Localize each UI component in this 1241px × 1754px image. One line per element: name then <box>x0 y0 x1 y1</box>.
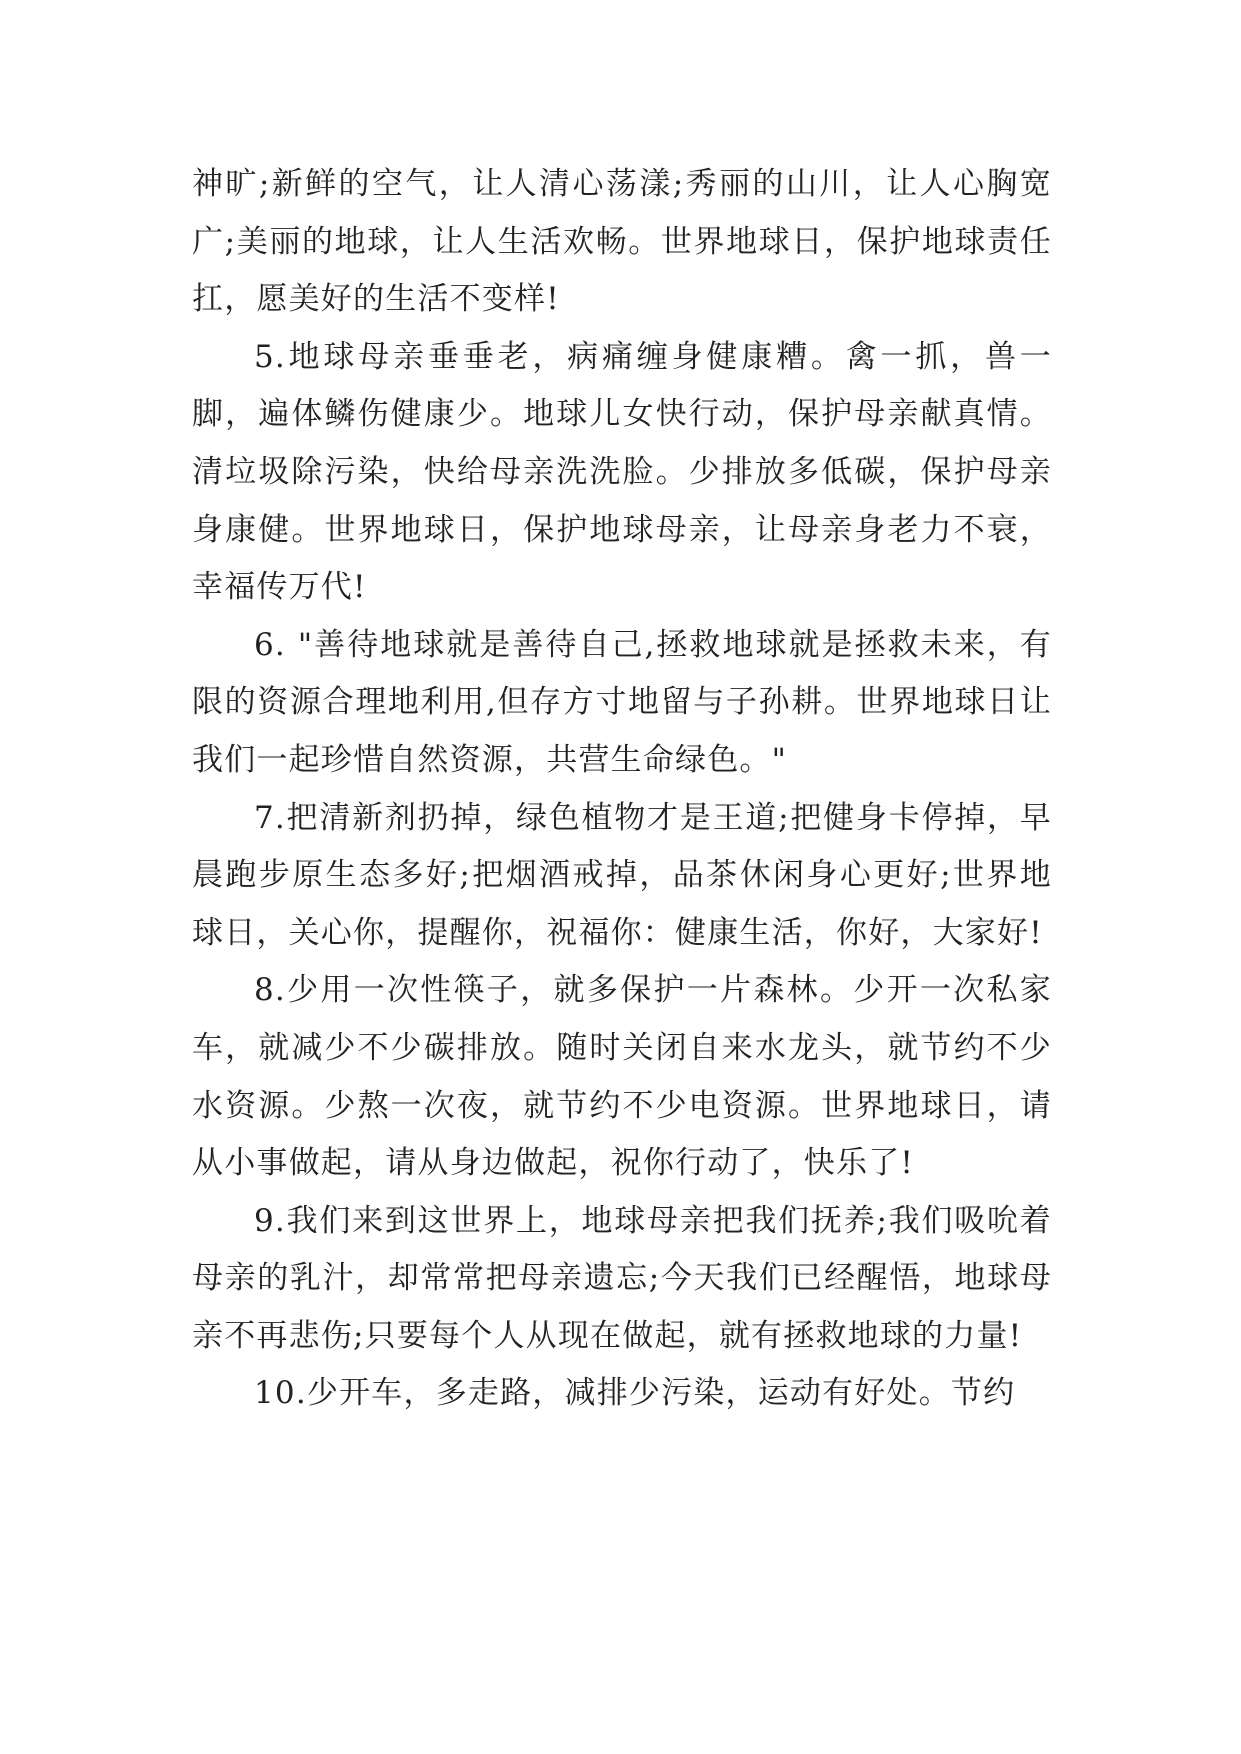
paragraph-item-9: 9.我们来到这世界上，地球母亲把我们抚养;我们吸吮着母亲的乳汁，却常常把母亲遗忘;今天我们已经醒悟，地球母亲不再悲伤;只要每个人从现在做起，就有拯救地球的力量! <box>192 1202 1052 1354</box>
paragraph-item-10: 10.少开车，多走路，减排少污染，运动有好处。节约 <box>254 1375 1016 1412</box>
document-body <box>192 156 1052 1423</box>
paragraph-item-7: 7.把清新剂扔掉，绿色植物才是王道;把健身卡停掉，早晨跑步原生态多好;把烟酒戒掉，品茶休闲身心更好;世界地球日，关心你，提醒你，祝福你：健康生活，你好，大家好! <box>192 799 1052 951</box>
paragraph-continued: 神旷;新鲜的空气，让人清心荡漾;秀丽的山川，让人心胸宽广;美丽的地球，让人生活欢畅。世界地球日，保护地球责任扛，愿美好的生活不变样! <box>192 166 1052 318</box>
paragraph-item-5: 5.地球母亲垂垂老，病痛缠身健康糟。禽一抓，兽一脚，遍体鳞伤健康少。地球儿女快行动，保护母亲献真情。清垃圾除污染，快给母亲洗洗脸。少排放多低碳，保护母亲身康健。世界地球日，保护地球母亲，让母亲身老力不衰，幸福传万代! <box>192 338 1052 606</box>
paragraph-item-6: 6. "善待地球就是善待自己,拯救地球就是拯救未来，有限的资源合理地利用,但存方寸地留与子孙耕。世界地球日让我们一起珍惜自然资源，共营生命绿色。" <box>192 626 1052 778</box>
paragraph-item-8: 8.少用一次性筷子，就多保护一片森林。少开一次私家车，就减少不少碳排放。随时关闭自来水龙头，就节约不少水资源。少熬一次夜，就节约不少电资源。世界地球日，请从小事做起，请从身边做起，祝你行动了，快乐了! <box>192 972 1052 1182</box>
